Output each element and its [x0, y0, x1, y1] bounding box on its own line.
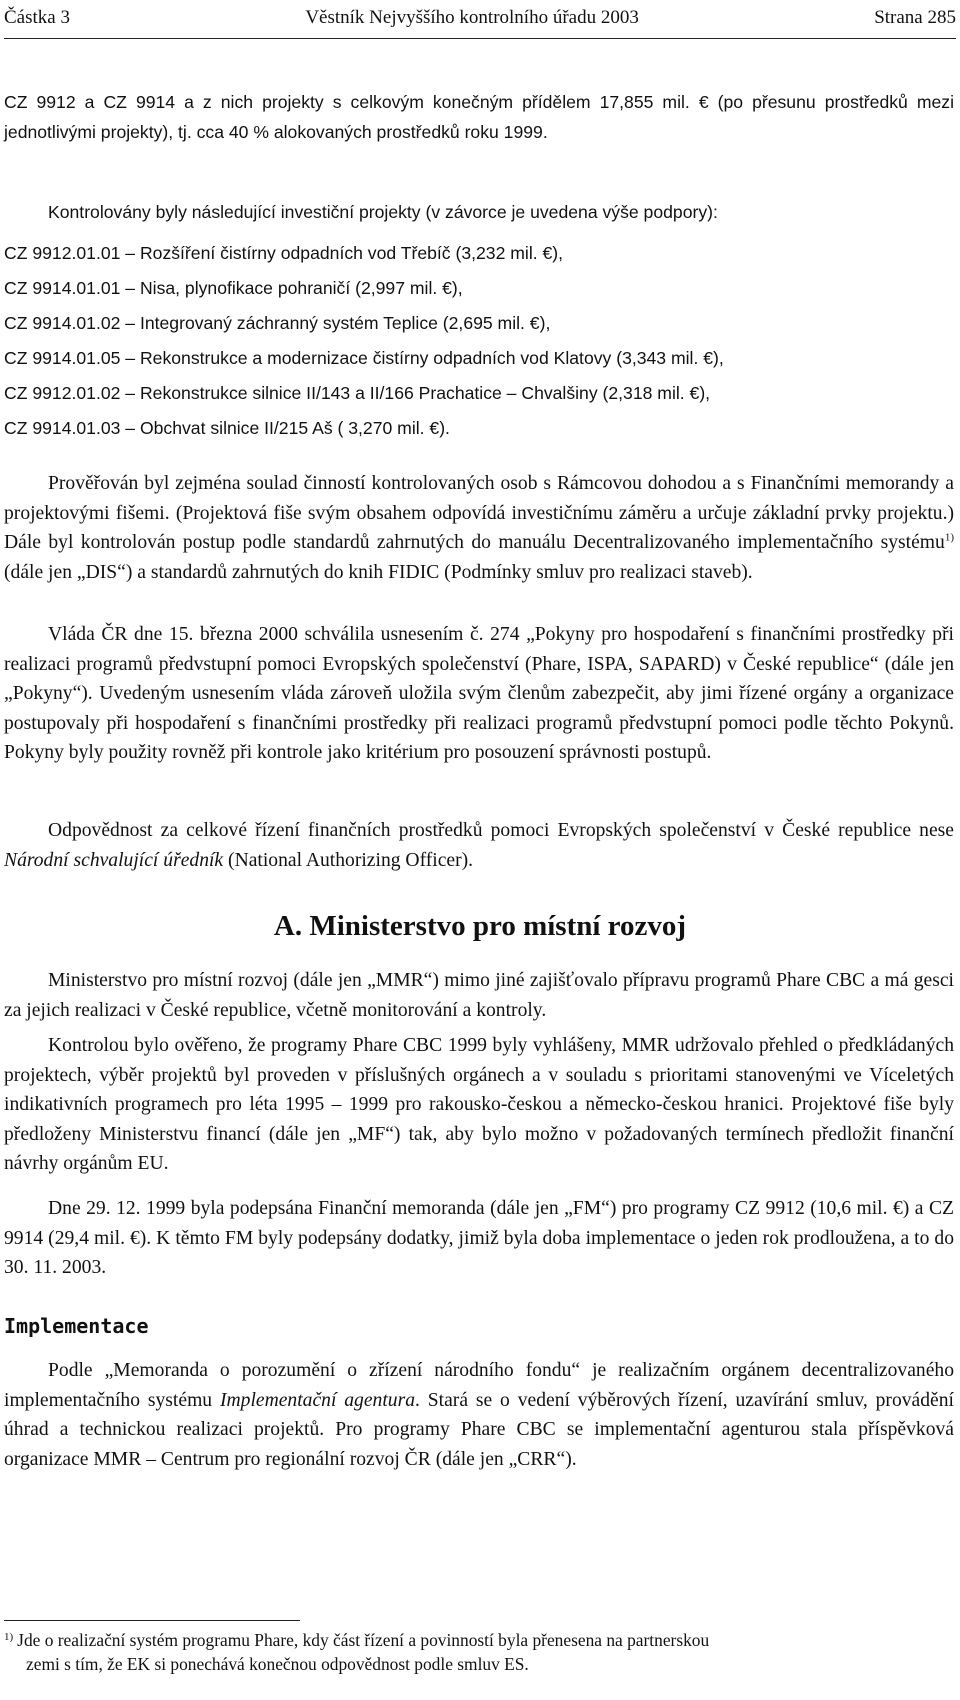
page-number: Strana 285 — [874, 7, 956, 28]
implementation-text-cont: . Stará se o vedení výběrových řízení, uzavírání smluv, provádění úhrad a technickou realizaci projektů. Pro programy Phare CBC se implementační agenturou stala příspěvková organizace MMR – Centrum pro regionální rozvoj ČR (dále jen „CRR“). — [4, 1389, 954, 1470]
national-officer-term: Národní schvalující úředník — [4, 849, 224, 871]
project-item-4: CZ 9914.01.05 – Rekonstrukce a modernizace čistírny odpadních vod Klatovy (3,343 mil. €), — [4, 348, 724, 368]
implementation-text: Podle „Memoranda o porozumění o zřízení národního fondu“ je realizačním orgánem decentralizovaného implementačního systému — [4, 1360, 954, 1411]
journal-title: Věstník Nejvyššího kontrolního úřadu 2003 — [305, 7, 639, 28]
project-item-5: CZ 9912.01.02 – Rekonstrukce silnice II/143 a II/166 Prachatice – Chvalšiny (2,318 mil. €), — [4, 383, 711, 403]
verification-paragraph — [4, 469, 954, 587]
verification-text: Prověřován byl zejména soulad činností kontrolovaných osob s Rámcovou dohodou a s Finančními memorandy a projektovými fišemi. (Projektová fiše svým obsahem odpovídá investičnímu záměru a určuje základní prvky projektu.) Dále byl kontrolován postup podle standardů zahrnutých do manuálu Decentralizovaného implementačního systému — [4, 473, 954, 554]
footnote-mark: 1) — [4, 1631, 14, 1643]
agency-term: Implementační agentura — [219, 1389, 416, 1411]
project-item-1: CZ 9912.01.01 – Rozšíření čistírny odpadních vod Třebíč (3,232 mil. €), — [4, 243, 564, 263]
project-item-3: CZ 9914.01.02 – Integrovaný záchranný systém Teplice (2,695 mil. €), — [4, 313, 551, 333]
footnote-reference: 1) — [944, 531, 954, 544]
footnote-line-1: Jde o realizační systém programu Phare, kdy část řízení a povinností byla přenesena na partnerskou — [17, 1630, 710, 1650]
implementation-paragraph — [4, 1356, 954, 1474]
section-heading: A. Ministerstvo pro místní rozvoj — [273, 910, 687, 942]
intro-paragraph: CZ 9912 a CZ 9914 a z nich projekty s celkovým konečným přídělem 17,855 mil. € (po přesunu prostředků mezi jednotlivými projekty), tj. cca 40 % alokovaných prostředků roku 1999. — [4, 92, 954, 142]
project-item-2: CZ 9914.01.01 – Nisa, plynofikace pohraničí (2,997 mil. €), — [4, 278, 463, 298]
issue-number: Částka 3 — [4, 7, 70, 28]
responsibility-text-cont: (National Authorizing Officer). — [223, 849, 474, 871]
implementation-heading: Implementace — [4, 1314, 149, 1338]
responsibility-text: Odpovědnost za celkové řízení finančních prostředků pomoci Evropských společenství v České republice nese — [48, 820, 954, 841]
government-paragraph: Vláda ČR dne 15. března 2000 schválila usnesením č. 274 „Pokyny pro hospodaření s finančními prostředky při realizaci programů předvstupní pomoci Evropských společenství (Phare, ISPA, SAPARD) v České republice“ (dále jen „Pokyny“). Uvedeným usnesením vláda zároveň uložila svým členům zabezpečit, aby jimi řízené orgány a organizace postupovaly při hospodaření s finančními prostředky při realizaci programů předvstupní pomoci podle těchto Pokynů. Pokyny byly použity rovněž při kontrole jako kritérium pro posouzení správnosti postupů. — [4, 624, 954, 764]
mmr-intro-paragraph: Ministerstvo pro místní rozvoj (dále jen „MMR“) mimo jiné zajišťovalo přípravu programů Phare CBC a má gesci za jejich realizaci v České republice, včetně monitorování a kontroly. — [4, 970, 954, 1021]
memorandum-paragraph: Dne 29. 12. 1999 byla podepsána Finanční memoranda (dále jen „FM“) pro programy CZ 9912 (10,6 mil. €) a CZ 9914 (29,4 mil. €). K těmto FM byly podepsány dodatky, jimiž byla doba implementace o jeden rok prodloužena, a to do 30. 11. 2003. — [4, 1198, 954, 1279]
page-header — [4, 2, 956, 34]
footnote-divider — [4, 1620, 300, 1621]
control-paragraph: Kontrolou bylo ověřeno, že programy Phare CBC 1999 byly vyhlášeny, MMR udržovalo přehled o předkládaných projektech, výběr projektů byl proveden v příslušných orgánech a v souladu s prioritami stanovenými ve Víceletých indikativních programech pro léta 1995 – 1999 pro rakousko-českou a německo-českou hranici. Projektové fiše byly předloženy Ministerstvu financí (dále jen „MF“) tak, aby bylo možno v požadovaných termínech předložit finanční návrhy orgánům EU. — [4, 1035, 954, 1175]
project-item-6: CZ 9914.01.03 – Obchvat silnice II/215 Aš ( 3,270 mil. €). — [4, 418, 450, 438]
footnote — [4, 1628, 954, 1676]
header-divider — [4, 38, 956, 39]
responsibility-paragraph — [4, 816, 954, 875]
verification-text-cont: (dále jen „DIS“) a standardů zahrnutých do knih FIDIC (Podmínky smluv pro realizaci staveb). — [4, 561, 753, 583]
projects-heading: Kontrolovány byly následující investiční projekty (v závorce je uvedena výše podpory): — [48, 202, 718, 222]
footnote-line-2: zemi s tím, že EK si ponechává konečnou odpovědnost podle smluv ES. — [26, 1654, 529, 1674]
